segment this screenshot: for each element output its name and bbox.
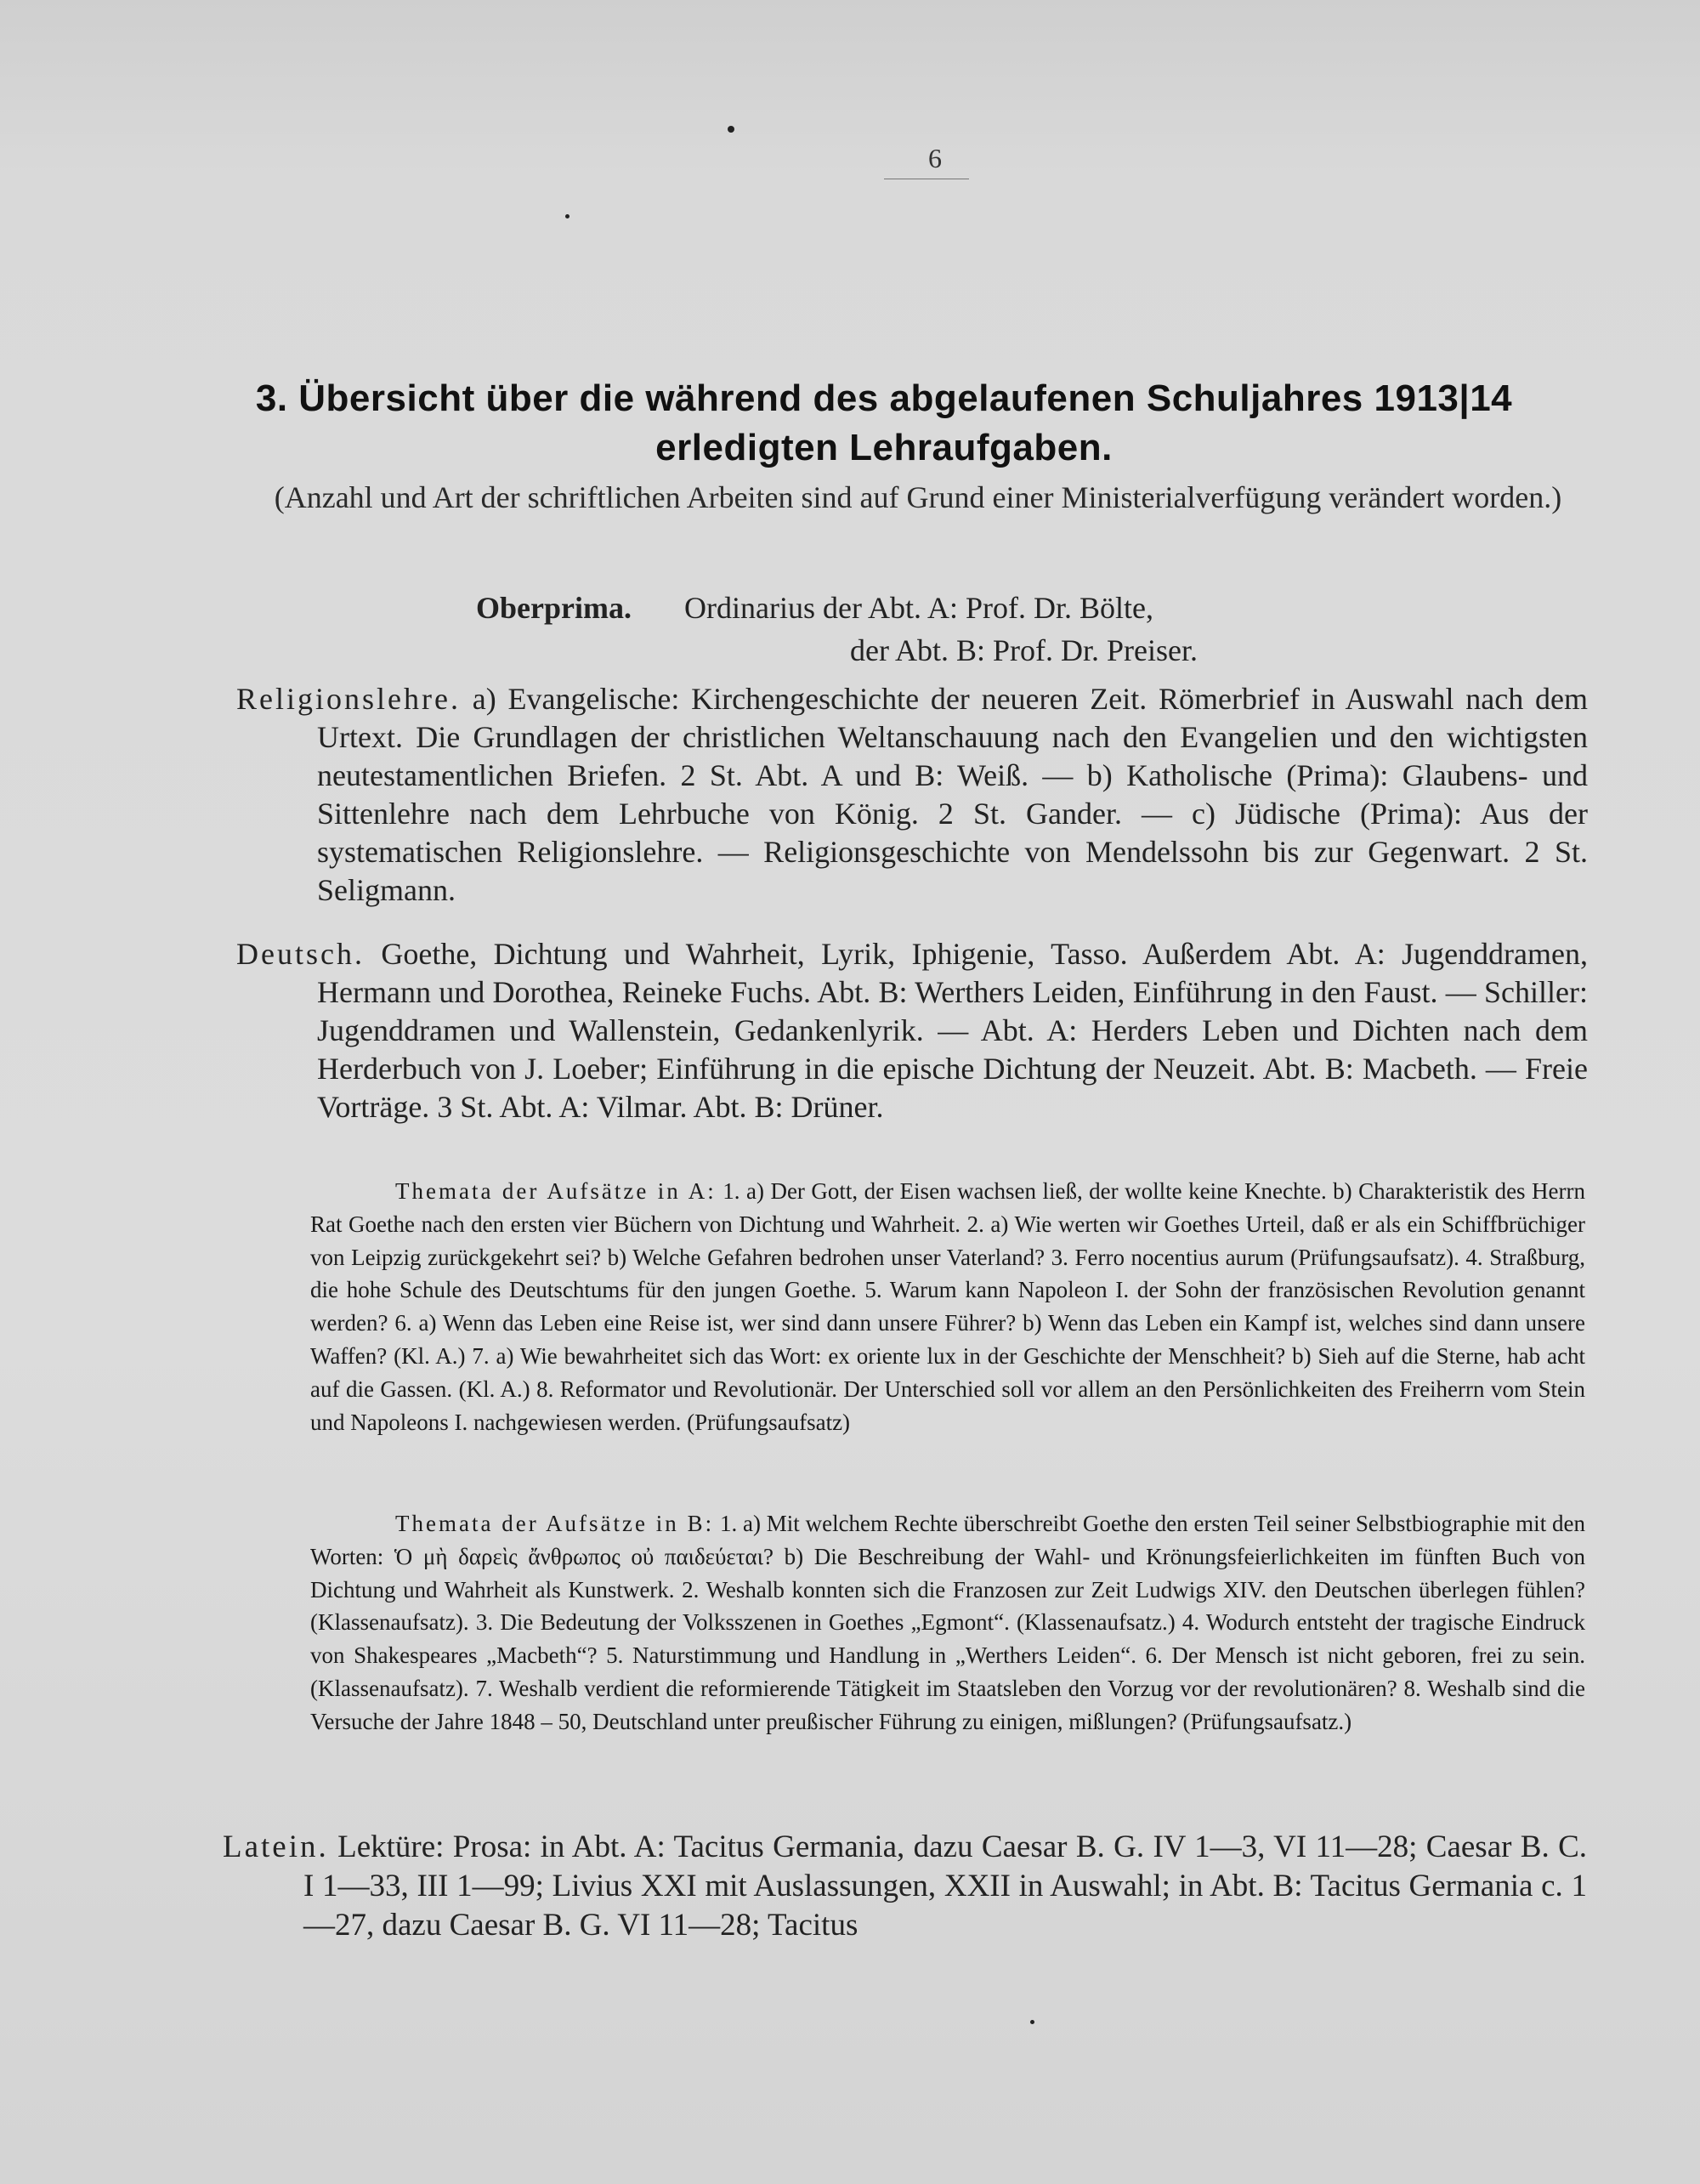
- subnote: (Anzahl und Art der schriftlichen Arbeiten sind auf Grund einer Ministerialverfügung verändert worden.): [274, 480, 1562, 514]
- ordinarius-line-2: der Abt. B: Prof. Dr. Preiser.: [850, 633, 1198, 667]
- heading-line-2: erledigten Lehraufgaben.: [655, 427, 1113, 468]
- latein-label: Latein.: [223, 1829, 329, 1864]
- deutsch-text: Goethe, Dichtung und Wahrheit, Lyrik, Iphigenie, Tasso. Außerdem Abt. A: Jugenddramen, Hermann und Dorothea, Reineke Fuchs. Abt. B: Werthers Leiden, Einführung in den Faust. — Schiller: Jugenddramen und Wallenstein, Gedankenlyrik. — Abt. A: Herders Leben und Dichten nach dem Herderbuch von J. Loeber; Einführung in die epische Dichtung der Neuzeit. Abt. B: Macbeth. — Freie Vorträge. 3 St. Abt. A: Vilmar. Abt. B: Drüner.: [317, 937, 1589, 1124]
- ordinarius-line-1: Ordinarius der Abt. A: Prof. Dr. Bölte,: [684, 591, 1153, 625]
- ink-speck: [565, 214, 570, 218]
- themes-a-block: [310, 1175, 1585, 1438]
- latein-section: [223, 1828, 1587, 1945]
- themes-b-label: Themata der Aufsätze in B:: [395, 1511, 715, 1536]
- page-number: 6: [928, 143, 942, 173]
- religion-section: [236, 680, 1588, 910]
- ink-speck: [1030, 2020, 1034, 2024]
- deutsch-section: [236, 935, 1588, 1126]
- themes-a-text: 1. a) Der Gott, der Eisen wachsen ließ, der wollte keine Knechte. b) Charakteristik des Herrn Rat Goethe nach den ersten vier Büchern von Dichtung und Wahrheit. 2. a) Wie werten wir Goethes Urteil, daß er als ein Schiffbrüchiger von Leipzig zurückgekehrt sei? b) Welche Gefahren bedrohen unser Vaterland? 3. Ferro nocentius aurum (Prüfungsaufsatz). 4. Straßburg, die hohe Schule des Deutschtums für den jungen Goethe. 5. Warum kann Napoleon I. der Sohn der französischen Revolution genannt werden? 6. a) Wenn das Leben eine Reise ist, wer sind dann unsere Führer? b) Wenn das Leben ein Kampf ist, welches sind dann unsere Waffen? (Kl. A.) 7. a) Wie bewahrheitet sich das Wort: ex oriente lux in der Geschichte der Menschheit? b) Sieh auf die Sterne, hab acht auf die Gassen. (Kl. A.) 8. Reformator und Revolutionär. Der Unterschied soll vor allem an den Persönlichkeiten des Freiherrn vom Stein und Napoleons I. nachgewiesen werden. (Prüfungsaufsatz): [310, 1178, 1586, 1435]
- deutsch-label: Deutsch.: [236, 937, 365, 971]
- latein-text: Lektüre: Prosa: in Abt. A: Tacitus Germania, dazu Caesar B. G. IV 1—3, VI 11—28; Caesar B. C. I 1—33, III 1—99; Livius XXI mit Auslassungen, XXII in Auswahl; in Abt. B: Tacitus Germania c. 1—27, dazu Caesar B. G. VI 11—28; Tacitus: [303, 1829, 1587, 1943]
- religion-label: Religionslehre.: [236, 682, 461, 716]
- class-ordinarius-block: [476, 587, 1581, 672]
- ink-speck: [728, 126, 734, 133]
- heading-line-1: 3. Übersicht über die während des abgelaufenen Schuljahres 1913|14: [255, 377, 1513, 419]
- themes-b-block: [310, 1507, 1585, 1739]
- religion-text: a) Evangelische: Kirchengeschichte der neueren Zeit. Römerbrief in Auswahl nach dem Urtext. Die Grundlagen der christlichen Weltanschauung nach den Evangelien und den wichtigsten neutestamentlichen Briefen. 2 St. Abt. A und B: Weiß. — b) Katholische (Prima): Glaubens- und Sittenlehre nach dem Lehrbuche von König. 2 St. Gander. — c) Jüdische (Prima): Aus der systematischen Religionslehre. — Religionsgeschichte von Mendelssohn bis zur Gegenwart. 2 St. Seligmann.: [317, 682, 1589, 907]
- class-label: Oberprima.: [476, 591, 632, 625]
- themes-a-label: Themata der Aufsätze in A:: [395, 1178, 717, 1204]
- themes-b-text: 1. a) Mit welchem Rechte überschreibt Goethe den ersten Teil seiner Selbstbiographie mit den Worten: Ὁ μὴ δαρεὶς ἄνθρωπος οὐ παιδεύεται? b) Die Beschreibung der Wahl- und Krönungsfeierlichkeiten im fünften Buch von Dichtung und Wahrheit als Kunstwerk. 2. Weshalb konnten sich die Franzosen zur Zeit Ludwigs XIV. den Deutschen überlegen fühlen? (Klassenaufsatz). 3. Die Bedeutung der Volksszenen in Goethes „Egmont“. (Klassenaufsatz.) 4. Wodurch entsteht der tragische Eindruck von Shakespeares „Macbeth“? 5. Naturstimmung und Handlung in „Werthers Leiden“. 6. Der Mensch ist nicht geboren, frei zu sein. (Klassenaufsatz). 7. Weshalb verdient die reformierende Tätigkeit im Staatsleben den Vorzug vor der revolutionären? 8. Weshalb sind die Versuche der Jahre 1848 – 50, Deutschland unter preußischer Führung zu einigen, mißlungen? (Prüfungsaufsatz.): [310, 1511, 1585, 1734]
- section-heading: [255, 374, 1513, 473]
